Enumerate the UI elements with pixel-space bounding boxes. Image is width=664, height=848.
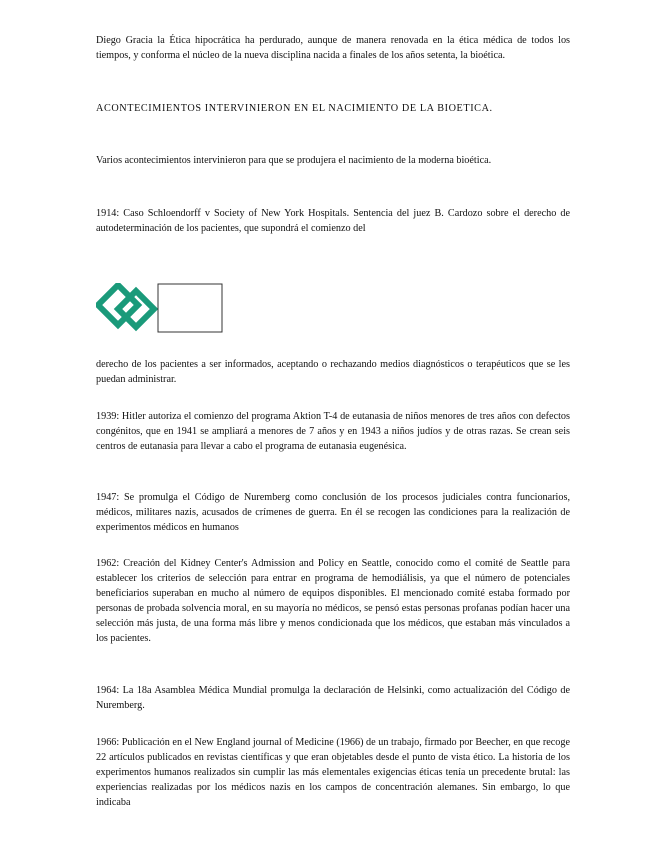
- paragraph-1914-part1-text: 1914: Caso Schloendorff v Society of New York Hospitals. Sentencia del juez B. Cardozo sobre el derecho de autodeterminación de los pacientes, que supondrá el comienzo del: [96, 208, 570, 234]
- paragraph-1964-text: 1964: La 18a Asamblea Médica Mundial promulga la declaración de Helsinki, como actualización del Código de Nuremberg.: [96, 685, 570, 711]
- empty-box-icon: [158, 284, 222, 332]
- logo-diamond-icon: [96, 283, 226, 335]
- paragraph-intro-text: Diego Gracia la Ética hipocrática ha perdurado, aunque de manera renovada en la ética médica de todos los tiempos, y conforma el núcleo de la nueva disciplina nacida a finales de los años setenta, la bioética.: [96, 35, 570, 61]
- section-heading-text: ACONTECIMIENTOS INTERVINIERON EN EL NACIMIENTO DE LA BIOETICA.: [96, 103, 493, 114]
- paragraph-1966-text: 1966: Publicación en el New England journal of Medicine (1966) de un trabajo, firmado por Beecher, en que recoge 22 artículos publicados en revistas científicas y que eran objetables desde el punto de vista ético. La historia de los experimentos humanos realizados sin cumplir las más elementales exigencias éticas tenía un precedente brutal: las experiencias realizadas por los médicos nazis en los campos de concentración alemanes. Sin embargo, lo que indicaba: [96, 737, 570, 808]
- paragraph-1962-text: 1962: Creación del Kidney Center's Admission and Policy en Seattle, conocido como el comité de Seattle para establecer los criterios de selección para entrar en programa de hemodiálisis, ya que el número de potenciales beneficiarios superaban en mucho al número de equipos disponibles. El mencionado comité estaba formado por personas de probada solvencia moral, en su mayoría no médicos, se pensó estas personas profanas podían hacer una selección más justa, de una forma más libre y menos condicionada que los médicos, que estaban más vinculados a los pacientes.: [96, 558, 570, 644]
- paragraph-1914-part2: [96, 357, 570, 387]
- section-heading: [96, 101, 570, 116]
- paragraph-1914-part2-text: derecho de los pacientes a ser informados, aceptando o rechazando medios diagnósticos o terapéuticos que se les puedan administrar.: [96, 359, 570, 385]
- paragraph-1939-text: 1939: Hitler autoriza el comienzo del programa Aktion T-4 de eutanasia de niños menores de tres años con defectos congénitos, que en 1941 se ampliará a menores de 7 años y en 1943 a niños judíos y de otras razas. Se crean seis centros de eutanasia para llevar a cabo el programa de eutanasia eugenésica.: [96, 411, 570, 452]
- paragraph-1914-part1: [96, 206, 570, 236]
- paragraph-1939: [96, 409, 570, 454]
- paragraph-intro: [96, 33, 570, 63]
- paragraph-1966: [96, 735, 570, 810]
- paragraph-1964: [96, 683, 570, 713]
- paragraph-1962: [96, 556, 570, 646]
- paragraph-1947-text: 1947: Se promulga el Código de Nuremberg como conclusión de los procesos judiciales contra funcionarios, médicos, militares nazis, acusados de crímenes de guerra. En él se recogen las condiciones para la realización de experimentos médicos en humanos: [96, 492, 570, 533]
- green-diamonds-icon: [98, 285, 154, 327]
- paragraph-varios-text: Varios acontecimientos intervinieron para que se produjera el nacimiento de la moderna bioética.: [96, 155, 492, 166]
- paragraph-1947: [96, 490, 570, 535]
- paragraph-varios: [96, 153, 570, 168]
